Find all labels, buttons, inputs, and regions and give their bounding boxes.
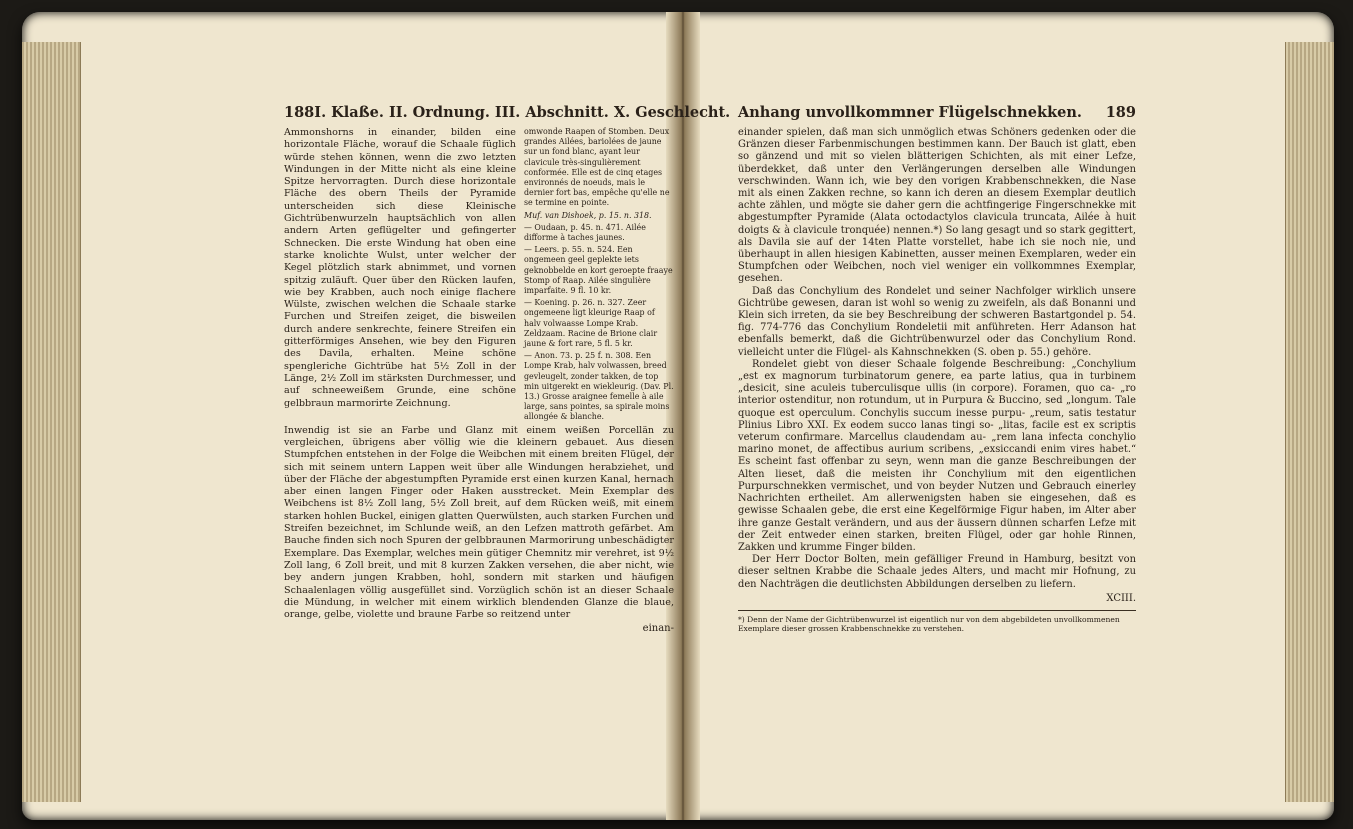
side-entry: — Oudaan, p. 45. n. 471. Ailée difforme à taches jaunes.: [524, 222, 646, 243]
left-running-head: [284, 104, 731, 121]
paragraph: einander spielen, daß man sich unmöglich etwas Schöners gedenken oder die Gränzen dieser Farbenmischungen bestimmen kann. Der Bauch ist glatt, eben so gänzend und mit so vielen blätterigen Schichten, als mit einer Lefze, überdekket, daß unter den Verlängerungen derselben alle Windungen verschwinden. Wann ich, wie bey den vorigen Krabbenschnekken, die Nase mit als einen Zakken rechne, so kann ich deren an diesem Exemplar deutlich achte zählen, und mögte sie daher gern die achtfingerige Fingerschnekke mit abgestumpfter Pyramide (Alata octodactylos clavicula truncata, Ailée à huit doigts & à clavicule tronquée) nennen.*) So lang gesagt und so stark gegittert, als Davila sie auf der 14ten Platte vorstellet, habe ich sie noch nie, und überhaupt in allen hiesigen Kabinetten, ausser meinen Exemplaren, weder ein Stumpfchen oder Weibchen, noch viel weniger ein vollkommnes Exemplar, gesehen.: [738, 127, 1136, 285]
page-edges-right: [1285, 42, 1334, 802]
right-running-head: [738, 104, 1136, 121]
side-entry: — Anon. 73. p. 25 f. n. 308. Een Lompe Krab, halv volwassen, breed gevleugelt, zonder takken, de top min uitgerekt en wiekleurig. (Dav. Pl. 13.) Grosse araignee femelle à aile large, sans pointes, sa spirale moins allongée & blanche.: [524, 351, 674, 422]
left-main-column: Ammonshorns in einander, bilden eine horizontale Fläche, worauf die Schaale füglich würde stehen können, wenn die zwo letzten Windungen in der Mitte nicht als eine kleine Spitze hervorragten. Durch diese horizontale Fläche des obern Theils der Pyramide unterscheiden sich diese Kleinische Gichtrübenwurzeln hauptsächlich von allen andern Arten geflügelter und gefingerter Schnecken. Die erste Windung hat oben eine starke knolichte Wulst, unter welcher der Kegel plötzlich stark abnimmet, und vornen spitzig zuläuft. Quer über den Rücken laufen, wie bey Krabben, auch noch einige flachere Wülste, zwischen welchen die Schaale starke Furchen und Streifen zeiget, die bisweilen durch andere senkrechte, feinere Streifen ein gitterförmiges Ansehen, wie bey den Figuren des Davila, erhalten. Meine schöne spengleriche Gichtrübe hat 5½ Zoll in der Länge, 2½ Zoll im stärksten Durchmesser, und auf schneeweißem Grunde, eine schöne gelbbraun marmorirte Zeichnung.: [284, 127, 516, 409]
paragraph: Rondelet giebt von dieser Schaale folgende Beschreibung: „Conchylium „est ex magnorum turbinatorum genere, ea parte latius, qua in turbinem „desicit, sine aculeis tuberculisque ullis (in corpore). Foramen, quo ca- „ro interior ostenditur, non rotundum, ut in Purpura & Buccino, sed „longum. Tale quoque est operculum. Conchylis succum inesse purpu- „reum, satis testatur Plinius Libro XXI. Ex eodem succo lanas tingi so- „litas, facile est ex scriptis veterum confirmare. Marcellus claudendam au- „rem lana infecta conchylio marino monet, de affectibus aurium scribens, „exsiccandi enim vires habet.“ Es scheint fast offenbar zu seyn, wenn man die ganze Beschreibungen der Alten lieset, daß die meisten ihr Conchylium mit den eigentlichen Purpurschnekken vermischet, und von beyder Nutzen und Gebrauch einerley Nachrichten ertheilet. Am allerwenigsten haben sie eingesehen, daß es gewisse Schaalen gebe, die erst eine Kegelförmige Figur haben, im Alter aber ihre ganze Gestalt verändern, und aus der äussern dünnen scharfen Lefze mit der Zeit entweder einen starken, breiten Flügel, oder gar hohle Rinnen, Zakken und krumme Finger bilden.: [738, 358, 1136, 553]
right-catchword: XCIII.: [1106, 592, 1136, 604]
open-book: [22, 12, 1334, 820]
left-side-column: [524, 127, 674, 425]
left-page: [284, 104, 731, 804]
right-page-number: 189: [1105, 104, 1136, 121]
paragraph: Der Herr Doctor Bolten, mein gefälliger Freund in Hamburg, besitzt von dieser seltnen Krabbe die Schaale jedes Alters, und macht mir Hofnung, zu den Nachträgen die deutlichsten Abbildungen derselben zu liefern.: [738, 554, 1136, 590]
page-edges-left: [22, 42, 81, 802]
paragraph: Daß das Conchylium des Rondelet und seiner Nachfolger wirklich unsere Gichtrübe gewesen, daran ist wohl so wenig zu zweifeln, als daß Bonanni und Klein sich irreten, da sie bey Beschreibung der schweren Bastartgondel p. 54. fig. 774-776 das Conchylium Rondeletii mit anführeten. Herr Adanson hat ebenfalls bemerkt, daß die Gichtrübenwurzel oder das Conchylium Rond. vielleicht unter die Flügel- als Kahnschnekken (S. oben p. 55.) gehöre.: [738, 285, 1136, 358]
right-head-title: Anhang unvollkommner Flügelschnekken.: [738, 104, 1082, 121]
side-entry: omwonde Raapen of Stomben. Deux grandes Ailées, bariolées de jaune sur un fond blanc, ayant leur clavicule très-singulièrement conformée. Elle est de cinq etages environnés de noeuds, mais le dernier fort bas, empêche qu'elle ne se termine en pointe.: [524, 127, 670, 208]
footnote: *) Denn der Name der Gichtrübenwurzel ist eigentlich nur von dem abgebildeten unvollkommenen Exemplare dieser grossen Krabbenschnekke zu verstehen.: [738, 610, 1136, 634]
left-head-title: I. Klaße. II. Ordnung. III. Abschnitt. X. Geschlecht.: [314, 104, 731, 121]
side-entry: — Koening. p. 26. n. 327. Zeer ongemeene ligt kleurige Raap of halv volwaasse Lompe Krab. Zeldzaam. Racine de Brione clair jaune & fort rare, 5 fl. 5 kr.: [524, 298, 658, 349]
right-body: [738, 127, 1136, 591]
right-page: [738, 104, 1136, 804]
left-page-number: 188: [284, 104, 315, 121]
left-catchword: einan-: [642, 623, 674, 635]
left-columns: [284, 127, 674, 425]
side-entry: — Leers. p. 55. n. 524. Een ongemeen geel geplekte iets geknobbelde en kort geroepte fraaye Stomp of Raap. Ailée singulière imparfaite. 9 fl. 10 kr.: [524, 245, 673, 296]
side-entry: Muf. van Dishoek, p. 15. n. 318.: [524, 210, 652, 220]
left-full-width-text: Inwendig ist sie an Farbe und Glanz mit einem weißen Porcellän zu vergleichen, übrigens aber völlig wie die kleinern gebauet. Aus diesen Stumpfchen entstehen in der Folge die Weibchen mit einem breiten Flügel, der sich mit seinem untern Lappen weit über alle Windungen herabziehet, und über der Fläche der abgestumpften Pyramide erst einen kurzen Kanal, hernach aber einen langen Finger oder Haken ausstrecket. Mein Exemplar des Weibchens ist 8½ Zoll lang, 5½ Zoll breit, auf dem Rücken weiß, mit einem starken hohlen Buckel, einigen glatten Querwülsten, auch starken Furchen und Streifen bezeichnet, im Schlunde weiß, an den Lefzen mattroth gefärbet. Am Bauche finden sich noch Spuren der gelbbraunen Marmorirung unbeschädigter Exemplare. Das Exemplar, welches mein gütiger Chemnitz mir verehret, ist 9½ Zoll lang, 6 Zoll breit, und mit 8 kurzen Zakken versehen, die aber nicht, wie bey andern jungen Krabben, hohl, sondern mit starken und häufigen Schaalenlagen völlig ausgefüllet sind. Vorzüglich schön ist an dieser Schaale die Mündung, in welcher mit einem wirklich blendenden Glanze die blaue, orange, gelbe, violette und braune Farbe so reitzend unter: [284, 424, 674, 621]
